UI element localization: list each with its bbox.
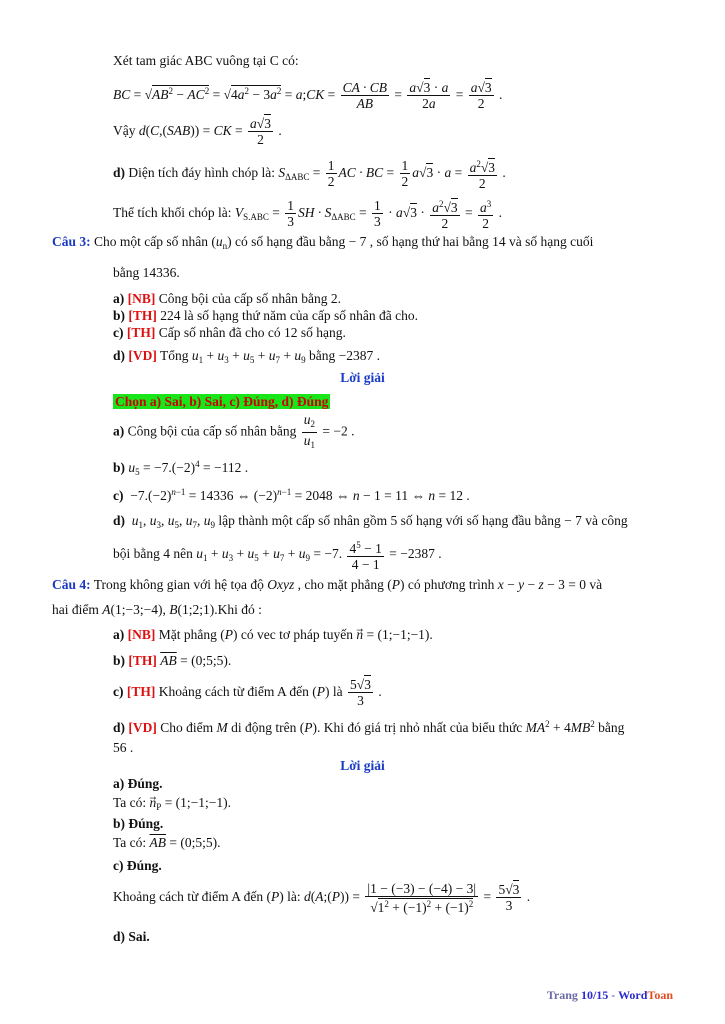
q4-option-d-line-1: d) [VD] Cho điểm M di động trên (P). Khi đó giá trị nhỏ nhất của biểu thức $MA^2 + 4MB^2$ bằng (113, 719, 625, 735)
q3-answer-choice: Chọn a) Sai, b) Sai, c) Đúng, d) Đúng (115, 394, 329, 409)
footer-brand-word: Word (618, 988, 648, 1002)
q3-solution-d-line-1: d) $u_1$, $u_3$, $u_5$, $u_7$, $u_9$ lập thành một cấp số nhân gồm 5 số hạng với số hạng đầu bằng − 7 và công (113, 513, 628, 530)
q4-result-c-text: Khoảng cách từ điểm A đến (P) là: d(A;(P)) = $\frac{|1 - (-3) - (-4) - 3|}{√1^2 + (-1)^2 + (-1)^2}$ = $\frac{5√3}{3}$ . (113, 880, 531, 915)
footer-brand-toan: Toan (647, 988, 673, 1002)
q3-option-a: a) [NB] Công bội của cấp số nhân bằng 2. (113, 291, 341, 306)
q4-result-b-text: Ta có: $\overline{AB}$ = (0;5;5). (113, 835, 221, 850)
q3-stem-line-1: Câu 3: Cho một cấp số nhân $(u_n)$ có số hạng đầu bằng − 7 , số hạng thứ hai bằng 14 và số hạng cuối (52, 234, 594, 251)
q4-option-c: c) [TH] Khoảng cách từ điểm A đến (P) là $\frac{5√3}{3}$ . (113, 677, 382, 709)
q3-label: Câu 3: (52, 234, 91, 249)
q3-solution-title: Lời giải (340, 370, 385, 385)
q3-option-c: c) [TH] Cấp số nhân đã cho có 12 số hạng. (113, 325, 346, 340)
q3-solution-c: $c) -7.(-2)^{n-1} = 14336$ ⇔ $(-2)^{n-1} = 2048$ ⇔ n − 1 = 11 ⇔ n = 12 . (113, 487, 470, 503)
q4-result-a: a) Đúng. (113, 776, 163, 791)
q3-solution-a: a) Công bội của cấp số nhân bằng $\frac{u_2}{u_1}$ = −2 . (113, 412, 355, 450)
q4-option-a: a) [NB] Mặt phẳng (P) có vec tơ pháp tuyến n⃗ = (1;−1;−1). (113, 627, 433, 642)
q4-result-b: b) Đúng. (113, 816, 164, 831)
q3-stem-line-2: bằng 14336. (113, 265, 180, 280)
q3-option-b: b) [TH] 224 là số hạng thứ năm của cấp số nhân đã cho. (113, 308, 419, 323)
prev-line-5: Thể tích khối chóp là: $V_{S.ABC}$ = $\frac{1}{3}$ SH · $S_{\Delta ABC}$ = $\frac{1}{3}$ · a√3 · $\frac{a^2√3}{2}$ = $\frac{a^3}{2}$ . (113, 198, 502, 231)
footer-page-number: 10/15 (580, 988, 609, 1002)
q3-option-d: d) [VD] Tổng $u_1 + u_3 + u_5 + u_7 + u_9$ bằng −2387 . (113, 348, 381, 365)
q4-stem-line-2: hai điểm A(1;−3;−4), B(1;2;1).Khi đó : (52, 602, 262, 617)
prev-line-1: Xét tam giác ABC vuông tại C có: (113, 53, 299, 68)
prev-line-3: Vậy d(C,(SAB)) = CK = $\frac{a√3}{2}$ . (113, 116, 282, 148)
q3-solution-d-line-2: bội bằng 4 nên $u_1 + u_3 + u_5 + u_7 + u_9 = -7$. $\frac{4^5 - 1}{4 - 1}$ = −2387 . (113, 539, 442, 572)
q4-result-d: d) Sai. (113, 929, 150, 944)
q3-solution-b: b) $u_5 = -7.(-2)^4 = -112$ . (113, 459, 249, 477)
footer-trang: Trang (546, 988, 578, 1002)
q4-solution-title: Lời giải (340, 758, 385, 773)
q4-result-c: c) Đúng. (113, 858, 162, 873)
q4-label: Câu 4: (52, 577, 91, 592)
q4-result-a-text: Ta có: $n_P$ = (1;−1;−1). (113, 795, 232, 812)
q4-stem-line-1: Câu 4: Trong không gian với hệ tọa độ Oxyz , cho mặt phẳng (P) có phương trình x − y − z − 3 = 0 và (52, 577, 603, 592)
prev-line-2: BC = $√AB^2 - AC^2 = √4a^2 - 3a^2$ = a;CK = $\frac{CA \cdot CB}{AB}$ = $\frac{a√3 \cdot a}{2a}$ = $\frac{a√3}{2}$ . (113, 80, 503, 112)
prev-line-4: d) Diện tích đáy hình chóp là: $S_{\Delta ABC}$ = $\frac{1}{2}$ AC · BC = $\frac{1}{2}$ a√3 · a = $\frac{a^2√3}{2}$ . (113, 158, 506, 191)
q4-option-b: b) [TH] $\overline{AB}$ = (0;5;5). (113, 653, 232, 668)
page-footer: Trang 10/15 - WordToan (546, 988, 673, 1002)
q4-option-d-line-2: 56 . (113, 740, 134, 755)
